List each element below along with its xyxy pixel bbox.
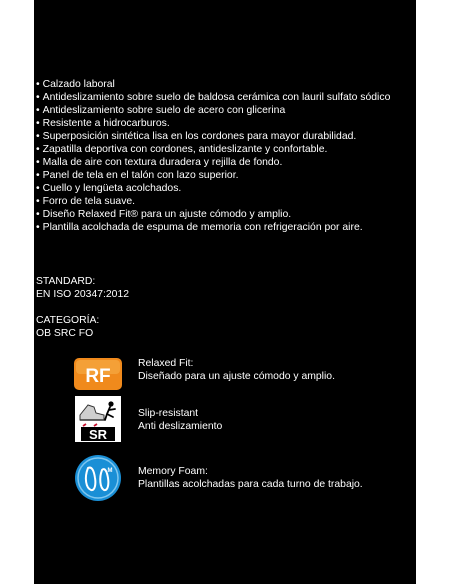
feature-list [36,78,390,234]
feature-item: • Panel de tela en el talón con lazo superior. [36,169,390,182]
product-description-panel [34,0,416,584]
standard-label: STANDARD: [36,276,96,287]
relaxed-fit-badge-text: RF [85,366,111,387]
feature-item: • Superposición sintética lisa en los cordones para mayor durabilidad. [36,130,390,143]
feature-item: • Zapatilla deportiva con cordones, antideslizante y confortable. [36,143,390,156]
feature-icon-slip-resistant [74,395,414,443]
memory-foam-icon [74,454,122,502]
feature-icon-memory-foam [74,454,414,502]
feature-item: • Antideslizamiento sobre suelo de acero con glicerina [36,104,390,117]
standard-value: EN ISO 20347:2012 [36,289,130,300]
slip-resistant-badge-text: SR [88,427,108,442]
category-label: CATEGORÍA: [36,315,100,326]
category-block [36,314,99,340]
standard-block [36,275,129,301]
relaxed-fit-title: Relaxed Fit: [138,358,194,369]
feature-item: • Resistente a hidrocarburos. [36,117,390,130]
feature-item: • Forro de tela suave. [36,195,390,208]
feature-item: • Cuello y lengüeta acolchados. [36,182,390,195]
feature-item: • Calzado laboral [36,78,390,91]
relaxed-fit-caption [138,357,335,383]
memory-foam-title: Memory Foam: [138,466,208,477]
feature-item: • Malla de aire con textura duradera y rejilla de fondo. [36,156,390,169]
feature-icon-relaxed-fit [74,352,414,400]
relaxed-fit-description: Diseñado para un ajuste cómodo y amplio. [138,371,335,382]
memory-foam-description: Plantillas acolchadas para cada turno de trabajo. [138,479,363,490]
memory-foam-caption [138,465,363,491]
feature-item: • Diseño Relaxed Fit® para un ajuste cómodo y amplio. [36,208,390,221]
slip-resistant-icon [74,395,122,443]
category-value: OB SRC FO [36,328,94,339]
slip-resistant-title: Slip-resistant [138,408,199,419]
feature-item: • Antideslizamiento sobre suelo de baldosa cerámica con lauril sulfato sódico [36,91,390,104]
svg-text:M: M [107,468,113,474]
slip-resistant-description: Anti deslizamiento [138,421,223,432]
feature-item: • Plantilla acolchada de espuma de memoria con refrigeración por aire. [36,221,390,234]
relaxed-fit-icon [74,352,122,400]
slip-resistant-caption [138,407,222,433]
